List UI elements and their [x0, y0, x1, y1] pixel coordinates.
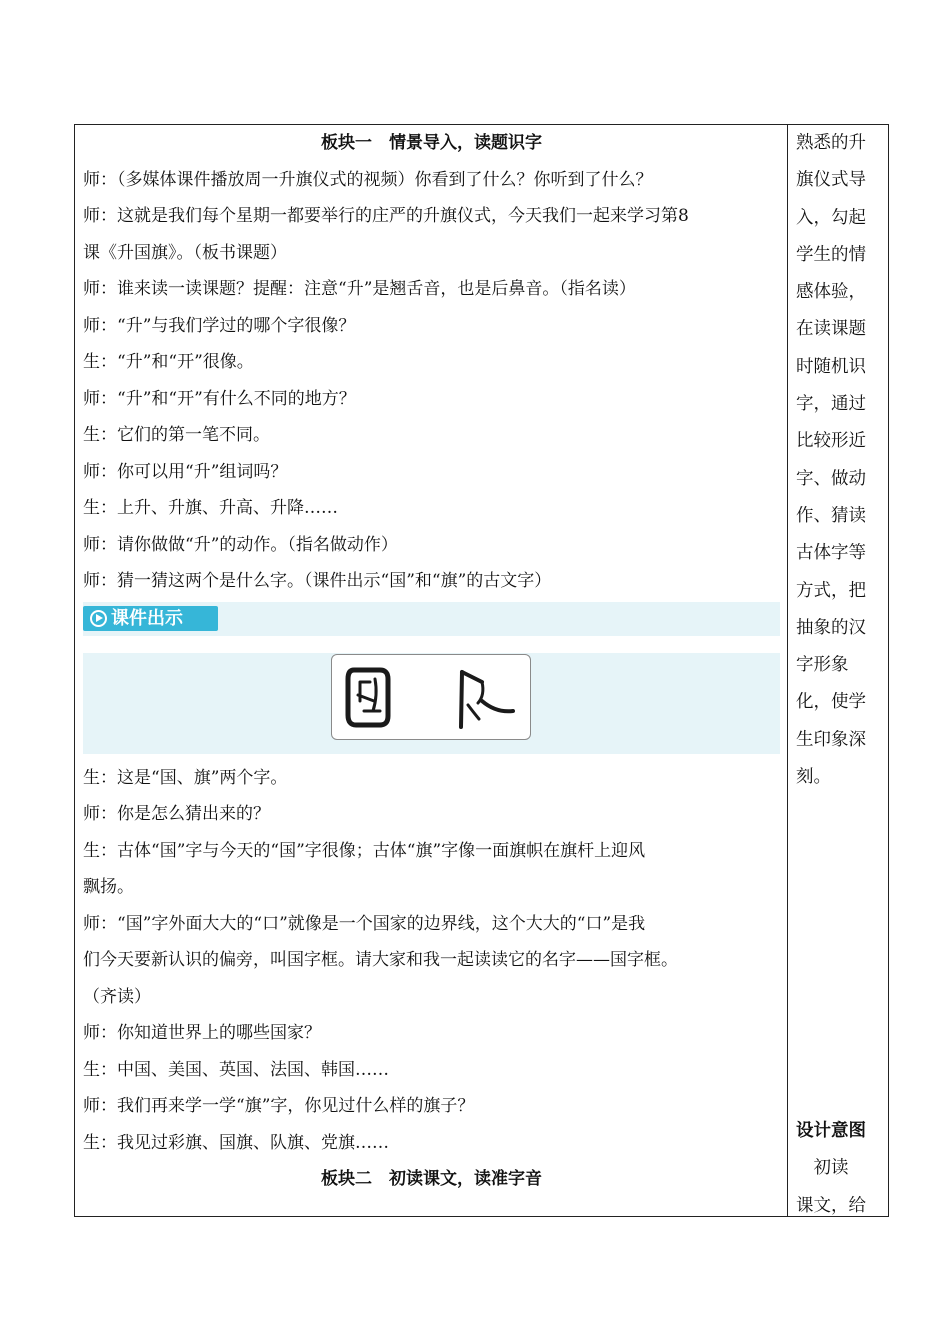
glyph-box: [331, 654, 531, 740]
courseware-label: 课件出示: [111, 607, 183, 629]
text-line: 们今天要新认识的偏旁，叫国字框。请大家和我一起读读它的名字——国字框。: [83, 950, 678, 970]
main-column: [83, 125, 780, 1198]
text-line: 师：“升”与我们学过的哪个字很像？: [83, 315, 356, 336]
side-line: 入，勾起: [796, 207, 866, 228]
text-line: 师：（多媒体课件播放周一升旗仪式的视频）你看到了什么？你听到了什么？: [83, 169, 653, 190]
ancient-qi-glyph: [461, 672, 513, 727]
text-line: 师：你是怎么猜出来的？: [83, 804, 270, 824]
side-line: 熟悉的升: [796, 133, 866, 153]
text-line: 师：“国”字外面大大的“口”就像是一个国家的边界线，这个大大的“口”是我: [83, 913, 646, 934]
courseware-banner: [83, 602, 780, 636]
side-line: 字，通过: [796, 394, 866, 415]
play-icon: [90, 610, 107, 627]
section2-title: 板块二 初读课文，读准字音: [321, 1169, 542, 1189]
text-line: 师：我们再来学一学“旗”字，你见过什么样的旗子？: [83, 1096, 475, 1116]
text-line: 课《升国旗》。（板书课题）: [83, 242, 287, 263]
column-divider: [787, 125, 788, 1216]
ancient-glyph-figure: [83, 653, 780, 754]
side-line: 刻。: [796, 767, 831, 788]
text-line: 师：“升”和“开”有什么不同的地方？: [83, 388, 356, 409]
side-line: 抽象的汉: [796, 617, 866, 638]
ancient-characters-image: [332, 655, 530, 739]
side-line: 在读课题: [796, 319, 866, 340]
side-line: 感体验，: [796, 282, 866, 303]
design-intent-section2: [796, 1113, 880, 1225]
ancient-guo-glyph: [348, 670, 388, 725]
text-line: 师：谁来读一读课题？提醒：注意“升”是翘舌音，也是后鼻音。（指名读）: [83, 279, 636, 299]
lesson-table: [74, 124, 889, 1217]
text-line: 师：这就是我们每个星期一都要举行的庄严的升旗仪式，今天我们一起来学习第8: [83, 206, 689, 226]
side-line: 时随机识: [796, 356, 866, 377]
side-line: 字、做动: [796, 468, 866, 489]
side-line: 化，使学: [796, 692, 866, 713]
side-line: 比较形近: [796, 431, 866, 452]
text-line: 生：“升”和“开”很像。: [83, 352, 254, 372]
text-line: 师：你可以用“升”组词吗？: [83, 461, 288, 482]
text-line: 师：请你做做“升”的动作。（指名做动作）: [83, 534, 398, 555]
text-line: 飘扬。: [83, 877, 134, 897]
design-intent-column: [796, 125, 880, 796]
side-line: 旗仪式导: [796, 170, 866, 191]
section1-title: 板块一 情景导入，读题识字: [321, 133, 542, 153]
courseware-badge: [83, 606, 218, 631]
text-line: 师：你知道世界上的哪些国家？: [83, 1023, 321, 1043]
text-line: （齐读）: [83, 986, 151, 1007]
text-line: 生：这是“国、旗”两个字。: [83, 767, 288, 788]
side-line: 学生的情: [796, 244, 866, 265]
text-line: 生：上升、升旗、升高、升降……: [83, 498, 338, 518]
text-line: 生：古体“国”字与今天的“国”字很像；古体“旗”字像一面旗帜在旗杆上迎风: [83, 840, 646, 861]
side-line: 字形象: [796, 655, 849, 676]
side-line: 生印象深: [796, 729, 866, 750]
design-intent-label: 设计意图: [796, 1121, 866, 1141]
text-line: 生：我见过彩旗、国旗、队旗、党旗……: [83, 1132, 389, 1153]
text-line: 师：猜一猜这两个是什么字。（课件出示“国”和“旗”的古文字）: [83, 571, 552, 591]
side-line: 初读: [796, 1158, 849, 1179]
side-line: 作、猜读: [796, 505, 866, 526]
side-line: 课文，给: [796, 1195, 866, 1216]
text-line: 生：它们的第一笔不同。: [83, 425, 270, 445]
side-line: 方式，把: [796, 580, 866, 601]
text-line: 生：中国、美国、英国、法国、韩国……: [83, 1059, 389, 1080]
side-line: 古体字等: [796, 543, 866, 564]
